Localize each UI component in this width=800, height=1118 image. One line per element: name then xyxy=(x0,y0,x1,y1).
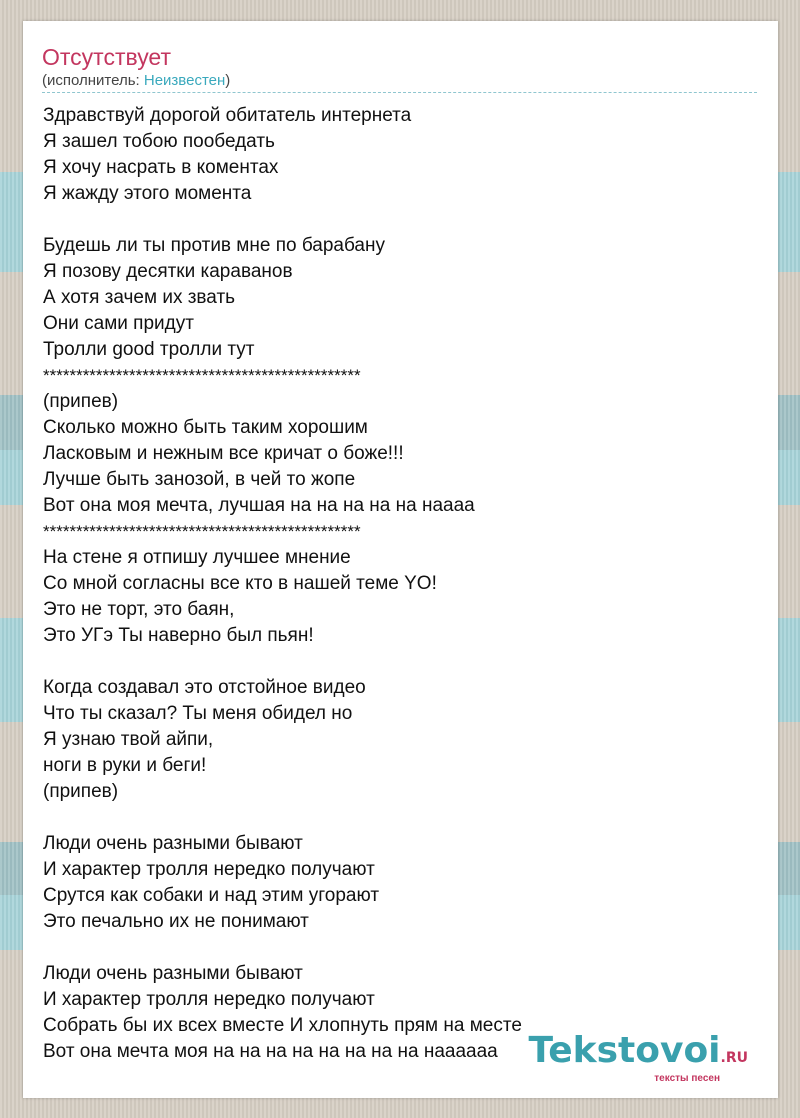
logo-tagline: тексты песен xyxy=(654,1073,720,1084)
lyric-line xyxy=(43,649,763,675)
lyric-line: (припев) xyxy=(43,391,119,412)
lyric-line: ************************************************ xyxy=(43,522,361,541)
lyric-line: А хотя зачем их звать xyxy=(43,287,236,308)
lyric-line: Они сами придут xyxy=(43,313,194,334)
lyrics-text xyxy=(43,103,763,1065)
lyric-line: Ласковым и нежным все кричат о боже!!! xyxy=(43,443,404,464)
lyric-line: Это печально их не понимают xyxy=(43,911,309,932)
lyric-line: Люди очень разными бывают xyxy=(43,963,303,984)
lyric-line: Тролли good тролли тут xyxy=(43,339,255,360)
logo-name: Tekstovoi xyxy=(528,1030,721,1071)
lyric-line: Лучше быть занозой, в чей то жопе xyxy=(43,469,356,490)
lyrics-card xyxy=(23,21,778,1098)
title-divider xyxy=(42,92,757,93)
lyric-line xyxy=(43,935,763,961)
artist-prefix: (исполнитель: xyxy=(42,72,144,89)
lyric-line: Собрать бы их всех вместе И хлопнуть прям на месте xyxy=(43,1015,522,1036)
lyric-line xyxy=(43,805,763,831)
lyric-line: И характер тролля нередко получают xyxy=(43,989,375,1010)
artist-line xyxy=(42,72,230,89)
lyric-line: Вот она мечта моя на на на на на на на на нaaaaaa xyxy=(43,1041,498,1062)
lyric-line: Срутся как собаки и над этим угорают xyxy=(43,885,380,906)
lyric-line xyxy=(43,207,763,233)
lyric-line: (припев) xyxy=(43,781,119,802)
lyric-line: Я позову десятки караванов xyxy=(43,261,293,282)
lyric-line: Вот она моя мечта, лучшая на на на на на нaaaa xyxy=(43,495,475,516)
lyric-line: Здравствуй дорогой обитатель интернета xyxy=(43,105,412,126)
lyric-line: Это не торт, это баян, xyxy=(43,599,235,620)
lyric-line: Это УГэ Ты наверно был пьян! xyxy=(43,625,314,646)
lyric-line: Когда создавал это отстойное видео xyxy=(43,677,366,698)
lyric-line: Я хочу насрать в коментах xyxy=(43,157,279,178)
artist-suffix: ) xyxy=(225,72,231,89)
lyric-line: На стене я отпишу лучшее мнение xyxy=(43,547,351,568)
lyric-line: Будешь ли ты против мне по барабану xyxy=(43,235,385,256)
artist-link[interactable]: Неизвестен xyxy=(143,72,226,89)
lyric-line: Я зашел тобою пообедать xyxy=(43,131,275,152)
site-logo[interactable] xyxy=(528,1030,748,1084)
lyric-line: ноги в руки и беги! xyxy=(43,755,207,776)
lyric-line: Со мной согласны все кто в нашей теме YO! xyxy=(43,573,437,594)
lyric-line: Что ты сказал? Ты меня обидел но xyxy=(43,703,353,724)
lyric-line: Я узнаю твой айпи, xyxy=(43,729,214,750)
lyric-line: И характер тролля нередко получают xyxy=(43,859,375,880)
lyric-line: ************************************************ xyxy=(43,366,361,385)
logo-tld: .RU xyxy=(720,1050,748,1066)
song-title: Отсутствует xyxy=(42,44,171,70)
lyric-line: Я жажду этого момента xyxy=(43,183,252,204)
lyric-line: Люди очень разными бывают xyxy=(43,833,303,854)
lyric-line: Сколько можно быть таким хорошим xyxy=(43,417,368,438)
